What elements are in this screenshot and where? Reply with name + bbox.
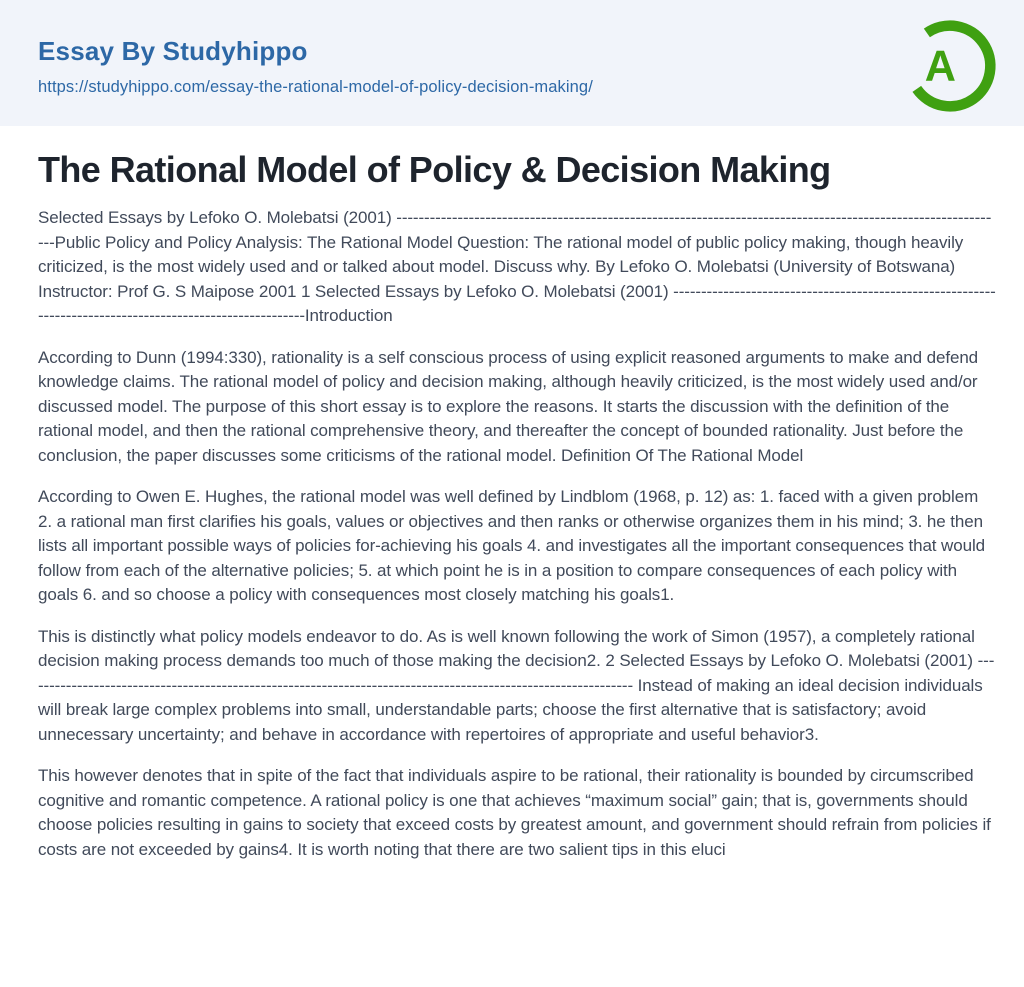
essay-article: [0, 126, 1024, 919]
source-url-link[interactable]: https://studyhippo.com/essay-the-rational-model-of-policy-decision-making/: [38, 77, 593, 96]
essay-paragraph: Selected Essays by Lefoko O. Molebatsi (2001) --------------------------------------------------------------------------------------------------------------Public Policy and Policy Analysis: The Rational Model Question: The rational model of public policy making, though heavily criticized, is the most widely used and or talked about model. Discuss why. By Lefoko O. Molebatsi (University of Botswana) Instructor: Prof G. S Maipose 2001 1 Selected Essays by Lefoko O. Molebatsi (2001) ----------------------------------------------------------------------------------------------------------Introduction: [38, 208, 996, 325]
essay-paragraph: According to Owen E. Hughes, the rational model was well defined by Lindblom (1968, p. 12) as: 1. faced with a given problem 2. a rational man first clarifies his goals, values or objectives and then ranks or otherwise organizes them in his mind; 3. he then lists all important possible ways of policies for-achieving his goals 4. and investigates all the important consequences that would follow from each of the alternative policies; 5. at which point he is in a position to compare consequences of each policy with goals 6. and so choose a policy with consequences most closely matching his goals1.: [38, 487, 985, 604]
essay-paragraph: According to Dunn (1994:330), rationality is a self conscious process of using explicit reasoned arguments to make and defend knowledge claims. The rational model of policy and decision making, although heavily criticized, is the most widely used and/or discussed model. The purpose of this short essay is to explore the reasons. It starts the discussion with the definition of the rational model, and then the rational comprehensive theory, and thereafter the concept of bounded rationality. Just before the conclusion, the paper discusses some criticisms of the rational model. Definition Of The Rational Model: [38, 347, 979, 465]
logo-letter: A: [924, 42, 957, 91]
studyhippo-logo: [902, 18, 998, 114]
essay-paragraph: This is distinctly what policy models endeavor to do. As is well known following the work of Simon (1957), a completely rational decision making process demands too much of those making the decision2. 2 Selected Essays by Lefoko O. Molebatsi (2001) -------------------------------------------------------------------------------------------------------------- Instead of making an ideal decision individuals will break large complex problems into small, understandable parts; choose the first alternative that is satisfactory; avoid unnecessary uncertainty; and behave in accordance with repertoires of appropriate and useful behavior3.: [38, 626, 995, 744]
header-text-block: [38, 36, 593, 97]
essay-title: The Rational Model of Policy & Decision Making: [38, 149, 831, 190]
open-circle-arc-icon: [902, 18, 998, 114]
site-title: Essay By Studyhippo: [38, 35, 308, 66]
page-header: [0, 0, 1024, 126]
essay-paragraph: This however denotes that in spite of the fact that individuals aspire to be rational, their rationality is bounded by circumscribed cognitive and romantic competence. A rational policy is one that achieves “maximum social” gain; that is, governments should choose policies resulting in gains to society that exceed costs by greatest amount, and government should refrain from policies if costs are not exceeded by gains4. It is worth noting that there are two salient tips in this eluci: [38, 766, 991, 859]
